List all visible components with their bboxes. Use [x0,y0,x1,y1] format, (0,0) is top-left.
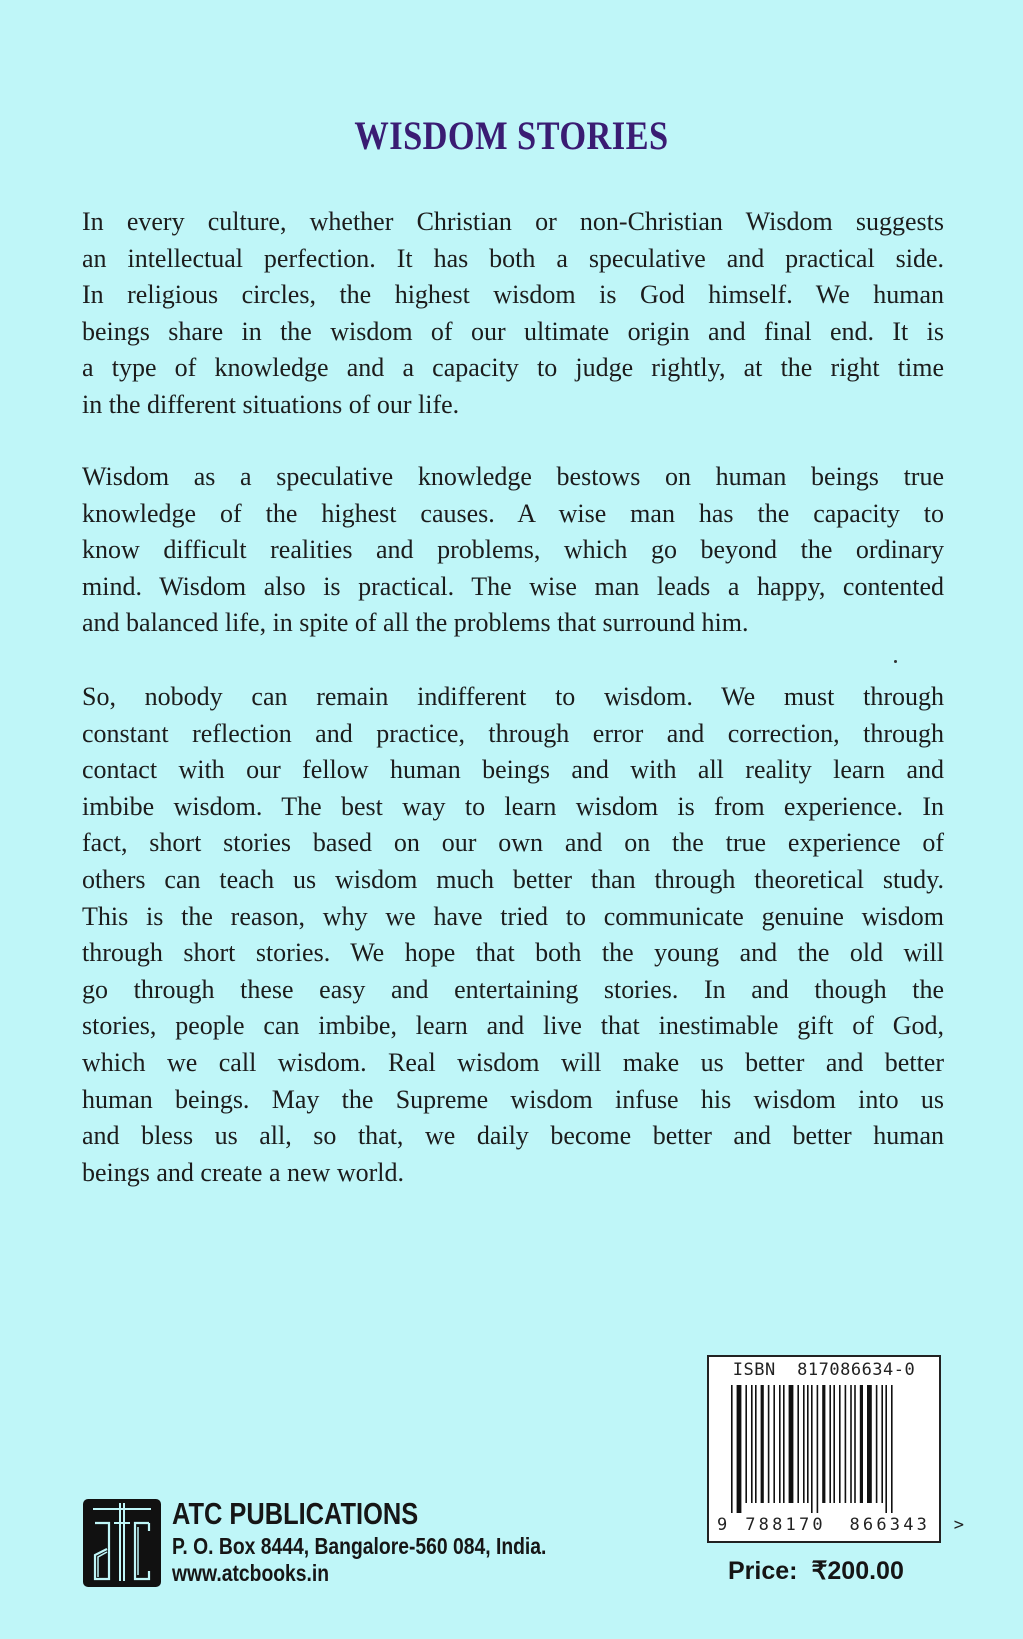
text-line: which we call wisdom. Real wisdom will make us better and better [82,1047,944,1077]
barcode-bar [811,1385,813,1513]
barcode-bar [860,1385,863,1503]
barcode-icon [729,1385,929,1515]
text-line: In religious circles, the highest wisdom is God himself. We human [82,280,944,310]
publisher-name: ATC PUBLICATIONS [172,1496,419,1531]
price [728,1556,904,1586]
barcode-bar [833,1385,835,1503]
text-line: contact with our fellow human beings and with all reality learn and [82,755,944,785]
barcode-bar [845,1385,847,1503]
text-line: go through these easy and entertaining stories. In and though the [82,974,944,1004]
barcode-bar [839,1385,841,1503]
barcode-bar [876,1385,878,1503]
barcode-bar [737,1385,742,1513]
barcode-bar [885,1385,887,1513]
text-line: knowledge of the highest causes. A wise man has the capacity to [82,498,944,528]
barcode-bar [773,1385,775,1503]
text-line: stories, people can imbibe, learn and live that inestimable gift of God, [82,1011,944,1041]
price-amount: 200.00 [827,1557,904,1585]
barcode-bar [755,1385,757,1503]
barcode-bar [803,1385,805,1503]
text-line: and balanced life, in spite of all the problems that surround him. [82,608,749,638]
barcode-bar [829,1385,831,1503]
barcode-bar [881,1385,883,1503]
atc-logo-icon [83,1499,161,1587]
barcode-bar [731,1385,733,1513]
isbn-label: ISBN 817086634-0 [732,1360,916,1380]
barcode-bar [779,1385,781,1503]
text-line: in the different situations of our life. [82,389,460,419]
text-line: This is the reason, why we have tried to communicate genuine wisdom [82,901,944,931]
isbn-barcode [707,1355,964,1543]
book-title: WISDOM STORIES [354,113,669,158]
barcode-bar [745,1385,747,1503]
barcode-bar [891,1385,893,1513]
text-line: beings share in the wisdom of our ultimate origin and final end. It is [82,316,944,346]
blurb-paragraph-1 [82,204,944,424]
barcode-bar [768,1385,770,1503]
text-line: others can teach us wisdom much better than through theoretical study. [82,864,944,894]
barcode-bar [822,1385,825,1503]
text-line: In every culture, whether Christian or non-Christian Wisdom suggests [82,207,944,236]
publisher-website: www.atcbooks.in [172,1560,330,1586]
blurb-paragraph-3 [82,679,944,1191]
text-line: beings and create a new world. [82,1157,404,1187]
barcode-bar [751,1385,753,1503]
barcode-bar [867,1385,872,1503]
ean-quiet-zone-marker: > [953,1515,964,1535]
text-line: mind. Wisdom also is practical. The wise man leads a happy, contented [82,571,944,601]
text-line: and bless us all, so that, we daily become better and better human [82,1121,944,1151]
text-line: human beings. May the Supreme wisdom infuse his wisdom into us [82,1084,944,1114]
publisher-address: P. O. Box 8444, Bangalore-560 084, India. [172,1533,547,1559]
barcode-bar [807,1385,809,1503]
barcode-bar [797,1385,799,1503]
barcode-bar [854,1385,856,1503]
text-line: So, nobody can remain indifferent to wisdom. We must through [82,682,944,711]
blurb-paragraph-2 [82,459,944,642]
currency-symbol: ₹ [811,1557,828,1585]
text-line: through short stories. We hope that both the young and the old will [82,938,944,968]
text-line: imbibe wisdom. The best way to learn wisdom is from experience. In [82,791,944,821]
text-line: an intellectual perfection. It has both a speculative and practical side. [82,243,944,273]
barcode-bar [761,1385,764,1503]
text-line: fact, short stories based on our own and on the true experience of [82,828,944,858]
text-line: a type of knowledge and a capacity to judge rightly, at the right time [82,353,944,383]
barcode-bar [789,1385,794,1503]
barcode-bar [817,1385,819,1513]
text-line: constant reflection and practice, through error and correction, through [82,718,944,748]
print-speck [894,660,897,663]
ean-left-group: 788170 [745,1515,826,1535]
ean-right-group: 866343 [849,1515,931,1535]
text-line: know difficult realities and problems, which go beyond the ordinary [82,535,944,565]
price-label: Price: [728,1557,798,1585]
ean-prefix-digit: 9 [717,1515,728,1535]
ean-digits [717,1515,964,1535]
barcode-bar [850,1385,852,1503]
barcode-bar [783,1385,785,1503]
text-line: Wisdom as a speculative knowledge bestows on human beings true [82,462,944,491]
